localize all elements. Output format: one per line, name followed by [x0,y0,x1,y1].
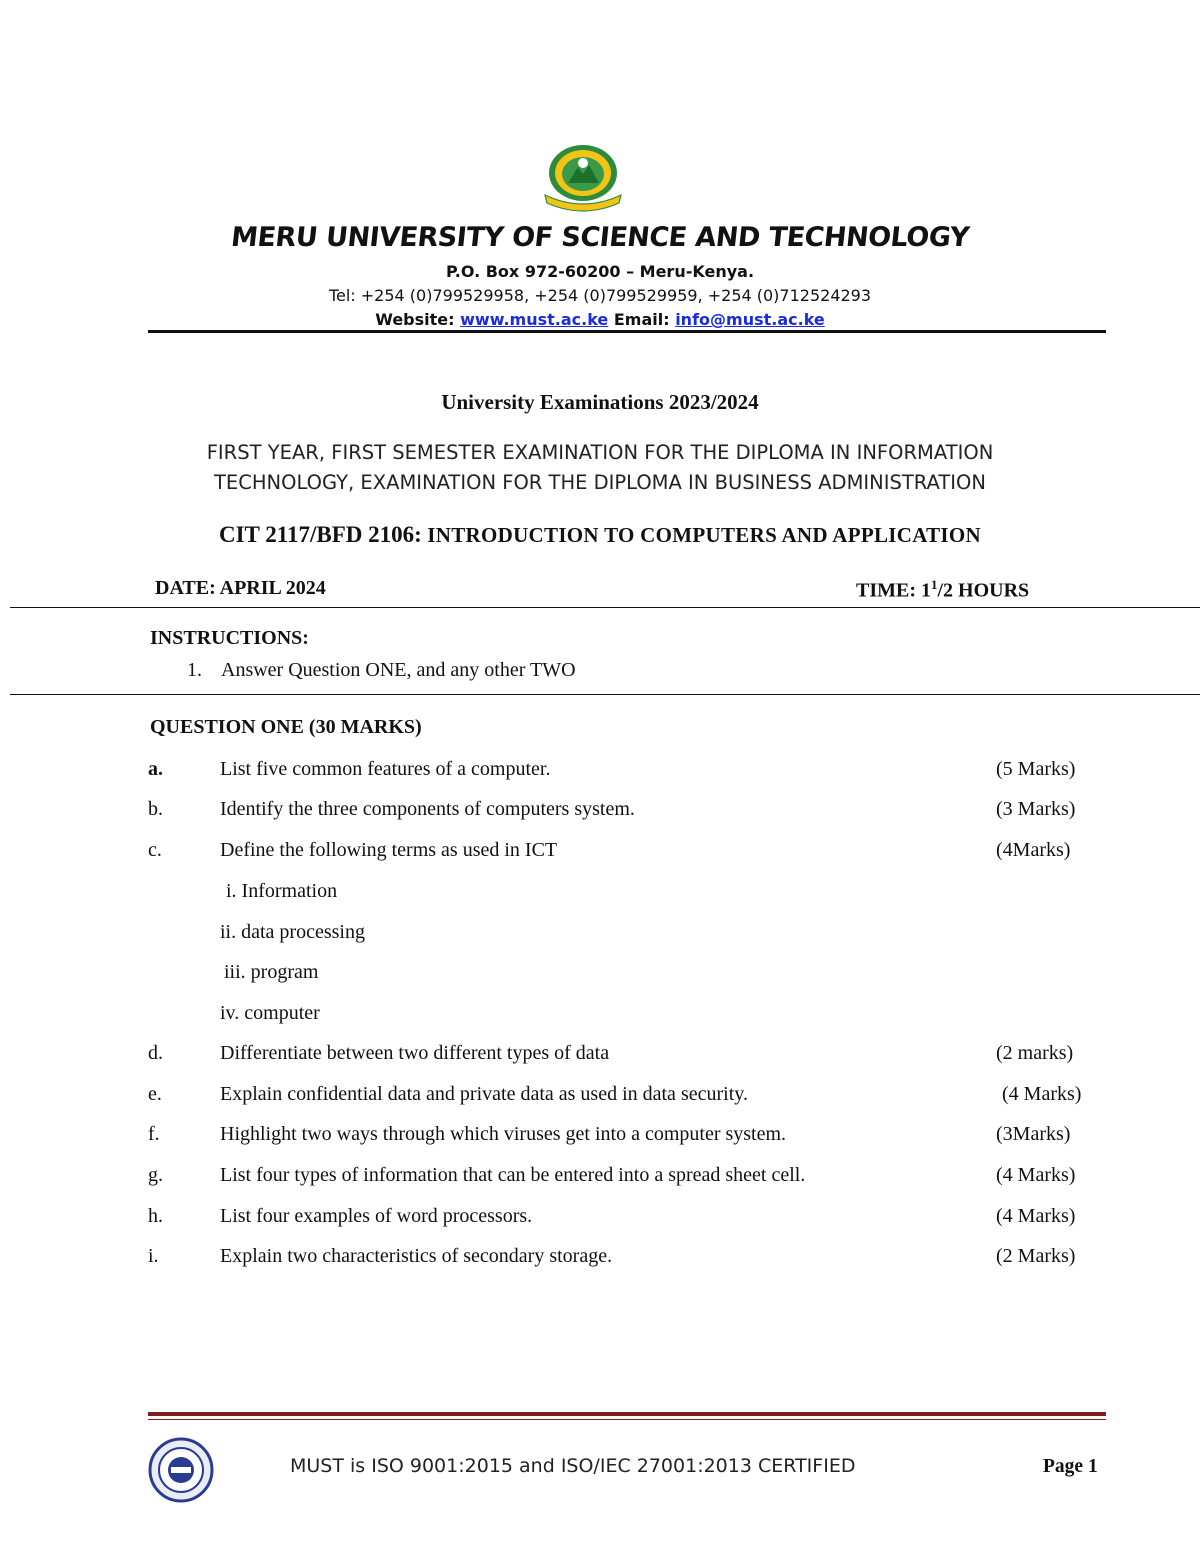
postal-address: P.O. Box 972-60200 – Meru-Kenya. [445,262,755,281]
question-marks: (5 Marks) [996,758,1076,780]
email-link[interactable]: info@must.ac.ke [675,310,825,329]
question-item [148,1245,1098,1275]
exam-title-line-2: TECHNOLOGY, EXAMINATION FOR THE DIPLOMA IN BUSINESS ADMINISTRATION [214,471,986,494]
course-code: CIT 2117/BFD 2106: [219,522,422,547]
contact-line [0,310,1200,329]
university-crest-icon [533,143,633,213]
question-item [148,1083,1098,1113]
question-marks: (4 Marks) [1002,1083,1082,1105]
question-marks: (4Marks) [996,839,1071,861]
exam-date: DATE: APRIL 2024 [155,577,326,599]
time-prefix: TIME: 1 [856,579,931,602]
question-marks: (3 Marks) [996,798,1076,820]
question-text: List four examples of word processors. [220,1205,533,1227]
exam-title [0,438,1200,498]
question-label: h. [148,1205,163,1227]
date-rule [10,607,1200,608]
question-text: Explain confidential data and private data as used in data security. [220,1083,748,1105]
website-link[interactable]: www.must.ac.ke [460,310,609,329]
question-text: List five common features of a computer. [220,758,551,780]
question-text: List four types of information that can be entered into a spread sheet cell. [220,1164,806,1186]
instruction-text: Answer Question ONE, and any other TWO [221,659,576,681]
question-item [148,1123,1098,1153]
question-marks: (4 Marks) [996,1205,1076,1227]
question-text: Highlight two ways through which viruses get into a computer system. [220,1123,787,1145]
footer-rule-thin [148,1419,1106,1420]
sub-term: iii. program [224,961,319,983]
question-marks: (3Marks) [996,1123,1071,1145]
question-marks: (4 Marks) [996,1164,1076,1186]
question-text: Identify the three components of computers system. [220,798,635,820]
footer-rule-thick [148,1412,1106,1416]
question-item [148,758,1098,788]
header-rule [148,330,1106,333]
question-label: c. [148,839,162,861]
sub-term: ii. data processing [220,921,365,943]
telephone-numbers: Tel: +254 (0)799529958, +254 (0)799529959, +254 (0)712524293 [328,286,872,305]
exam-title-line-1: FIRST YEAR, FIRST SEMESTER EXAMINATION FOR THE DIPLOMA IN INFORMATION [206,441,994,464]
question-text: Differentiate between two different types of data [220,1042,610,1064]
question-item [148,798,1098,828]
certification-statement: MUST is ISO 9001:2015 and ISO/IEC 27001:2013 CERTIFIED [290,1455,856,1477]
question-text: Explain two characteristics of secondary storage. [220,1245,613,1267]
course-title [0,522,1200,548]
question-label: a. [148,758,163,780]
time-suffix: /2 HOURS [937,579,1030,602]
kebs-certification-icon [148,1437,214,1503]
email-label: Email: [613,310,670,329]
page-number: Page 1 [1043,1456,1098,1477]
question-item [148,1205,1098,1235]
question-item [148,1042,1098,1072]
instruction-number: 1. [187,659,202,681]
sub-term: iv. computer [220,1002,320,1024]
question-label: g. [148,1164,163,1186]
website-label: Website: [375,310,455,329]
instructions-rule [10,694,1200,695]
question-marks: (2 Marks) [996,1245,1076,1267]
question-text: Define the following terms as used in ICT [220,839,558,861]
sub-term: i. Information [226,880,338,902]
exam-year-title: University Examinations 2023/2024 [441,390,759,414]
question-marks: (2 marks) [996,1042,1074,1064]
question-one-heading: QUESTION ONE (30 MARKS) [150,716,422,738]
question-label: i. [148,1245,159,1267]
time-superscript: 1 [931,577,938,592]
university-name: MERU UNIVERSITY OF SCIENCE AND TECHNOLOGY [229,222,971,253]
exam-time [856,577,1029,603]
question-label: f. [148,1123,160,1145]
question-item [148,839,1098,869]
course-name: INTRODUCTION TO COMPUTERS AND APPLICATION [427,523,981,547]
question-label: d. [148,1042,163,1064]
question-label: e. [148,1083,162,1105]
instructions-heading: INSTRUCTIONS: [150,627,309,649]
question-item [148,1164,1098,1194]
question-label: b. [148,798,163,820]
